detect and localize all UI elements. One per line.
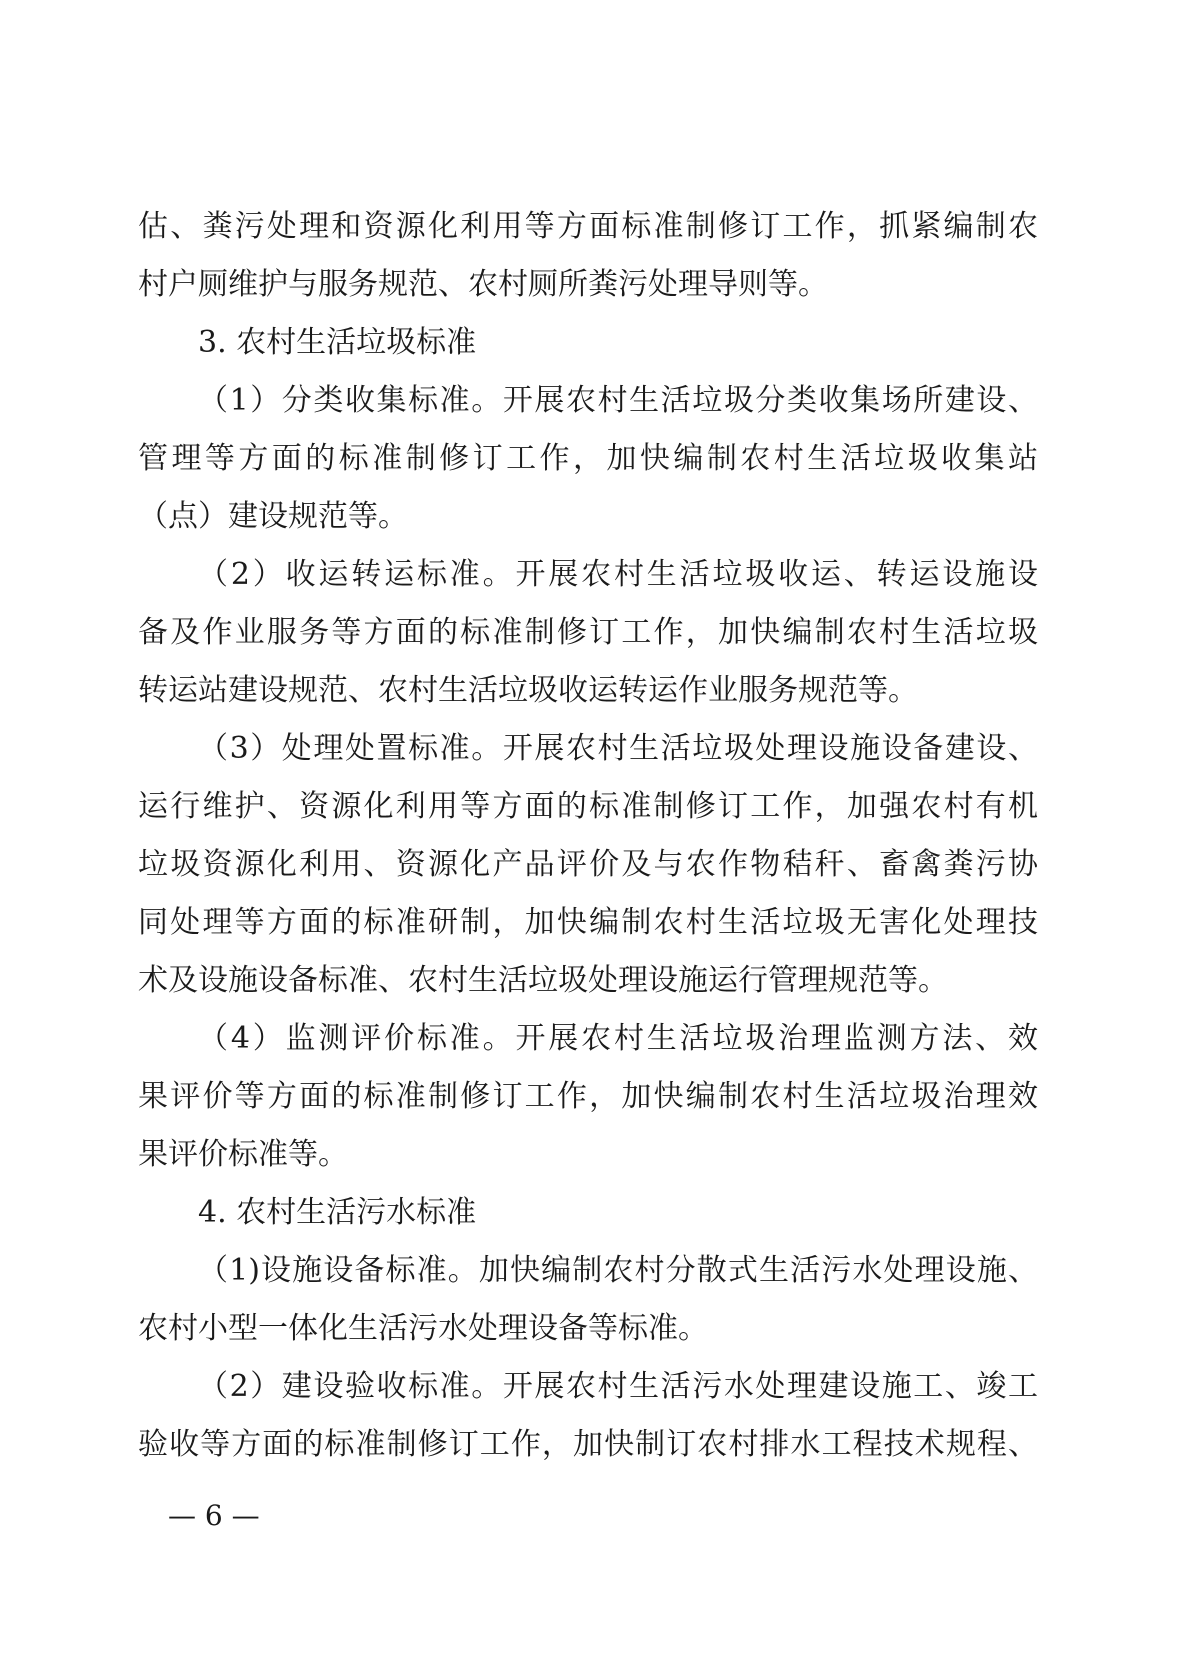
text-line: （3）处理处置标准。开展农村生活垃圾处理设施设备建设、 xyxy=(198,731,1038,766)
text-line: 备及作业服务等方面的标准制修订工作，加快编制农村生活垃圾 xyxy=(138,615,1038,650)
text-line: 同处理等方面的标准研制，加快编制农村生活垃圾无害化处理技 xyxy=(138,905,1038,940)
section-heading: 4. 农村生活污水标准 xyxy=(198,1195,477,1230)
text-line: 垃圾资源化利用、资源化产品评价及与农作物秸秆、畜禽粪污协 xyxy=(138,847,1038,882)
text-line: （2）收运转运标准。开展农村生活垃圾收运、转运设施设 xyxy=(198,557,1038,592)
text-line: （点）建设规范等。 xyxy=(138,499,408,534)
text-line: 管理等方面的标准制修订工作，加快编制农村生活垃圾收集站 xyxy=(138,441,1038,476)
text-line: 农村小型一体化生活污水处理设备等标准。 xyxy=(138,1311,708,1346)
text-line: 村户厕维护与服务规范、农村厕所粪污处理导则等。 xyxy=(138,267,828,302)
text-line: 验收等方面的标准制修订工作，加快制订农村排水工程技术规程、 xyxy=(138,1427,1038,1462)
section-heading: 3. 农村生活垃圾标准 xyxy=(198,325,477,360)
text-line: 估、粪污处理和资源化利用等方面标准制修订工作，抓紧编制农 xyxy=(138,209,1038,244)
text-line: （4）监测评价标准。开展农村生活垃圾治理监测方法、效 xyxy=(198,1021,1038,1056)
text-line: （2）建设验收标准。开展农村生活污水处理建设施工、竣工 xyxy=(198,1369,1038,1404)
text-line: 果评价标准等。 xyxy=(138,1137,348,1172)
page-number: — 6 — xyxy=(168,1499,260,1532)
text-line: 运行维护、资源化利用等方面的标准制修订工作，加强农村有机 xyxy=(138,789,1038,824)
text-line: 果评价等方面的标准制修订工作，加快编制农村生活垃圾治理效 xyxy=(138,1079,1038,1114)
text-line: 术及设施设备标准、农村生活垃圾处理设施运行管理规范等。 xyxy=(138,963,948,998)
body-text xyxy=(138,198,1038,1474)
text-line: 转运站建设规范、农村生活垃圾收运转运作业服务规范等。 xyxy=(138,673,918,708)
text-line: （1)设施设备标准。加快编制农村分散式生活污水处理设施、 xyxy=(198,1253,1038,1288)
text-line: （1）分类收集标准。开展农村生活垃圾分类收集场所建设、 xyxy=(198,383,1038,418)
